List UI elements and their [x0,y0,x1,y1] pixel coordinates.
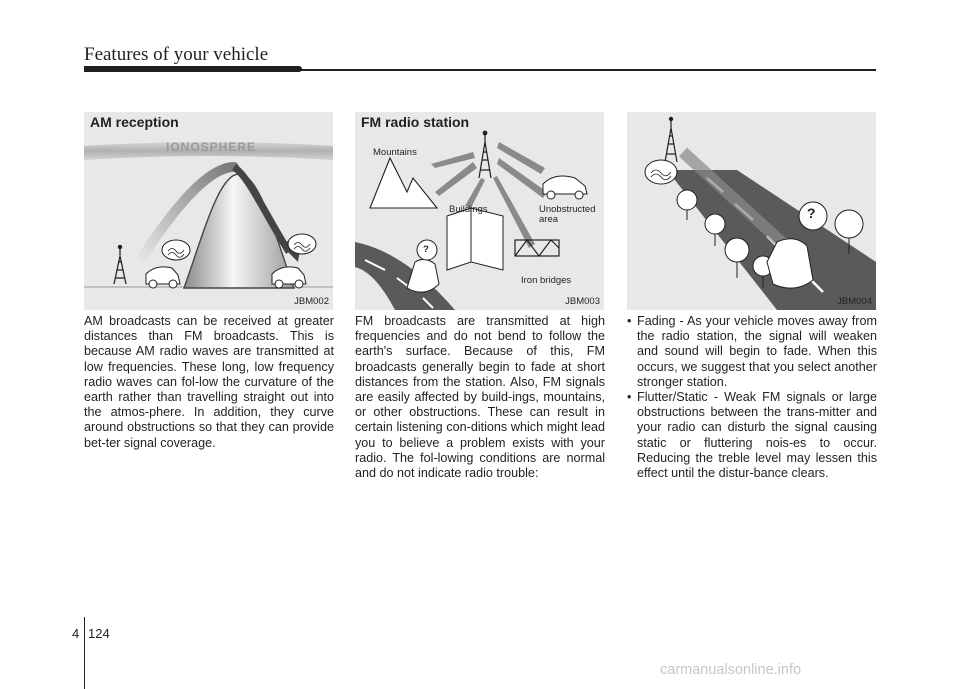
page-number: 124 [88,626,110,641]
watermark: carmanualsonline.info [660,662,802,678]
figure-code-road: JBM004 [837,296,872,307]
fm-paragraph: FM broadcasts are transmitted at high frequencies and do not bend to follow the earth's surface. Because of this, FM broadcasts generally begin to fade at short distances from the station. Also, FM signals are easily affected by build-ings, mountains, or other obstructions. These can result in certain listening con-ditions which might lead you to believe a problem exists with your radio. The fol-lowing conditions are normal and do not indicate radio trouble: [355,314,605,481]
iron-bridges-label: Iron bridges [521,275,572,286]
am-reception-title: AM reception [90,114,179,130]
signal-bubble-icon [645,160,677,184]
footer-divider [84,617,85,689]
fading-bullet: • Fading - As your vehicle moves away from the radio station, the signal will weaken and sound will begin to fade. When this occurs, we suggest that you select another stronger station. [627,314,877,390]
question-mark: ? [423,244,429,255]
radio-tower-icon [665,117,677,162]
fm-fading-illustration [627,112,876,310]
figure-code-am: JBM002 [294,296,329,307]
road [355,242,455,310]
am-reception-figure [84,112,333,310]
question-mark: ? [807,205,816,221]
iron-bridge-icon [515,240,559,256]
ionosphere-label: IONOSPHERE [166,140,257,154]
flutter-static-bullet: • Flutter/Static - Weak FM signals or large obstructions between the trans-mitter and your radio can disturb the signal causing static or fluttering nois-es to occur. Reducing the treble level may lessen this effect until the distur-bance clears. [627,390,877,481]
area-label: area [539,214,559,225]
buildings-label: Buildings [449,204,488,215]
buildings-icon [447,208,503,270]
am-paragraph: AM broadcasts can be received at greater distances than FM broadcasts. This is because AM radio waves are transmitted at low frequencies. These long, low frequency radio waves can fol-low the curvature of the earth rather than travelling straight out into the atmos-phere. In addition, they curve around obstructions so that they can provide bet-ter signal coverage. [84,314,334,450]
mountains-icon [370,158,437,208]
fm-radio-station-title: FM radio station [361,114,470,130]
unobstructed-label: Unobstructed [539,204,596,215]
radio-tower-icon [114,245,126,284]
chapter-number: 4 [72,626,80,641]
mountains-label: Mountains [373,147,417,158]
figure-code-fm: JBM003 [565,296,600,307]
header-rule-thick [84,66,302,72]
fm-radio-station-figure [355,112,604,310]
header-rule-thin [300,69,876,71]
page-header-title: Features of your vehicle [84,44,269,65]
fm-fading-figure [627,112,876,310]
conditions-list [627,314,877,481]
fm-tower-icon [479,131,491,178]
